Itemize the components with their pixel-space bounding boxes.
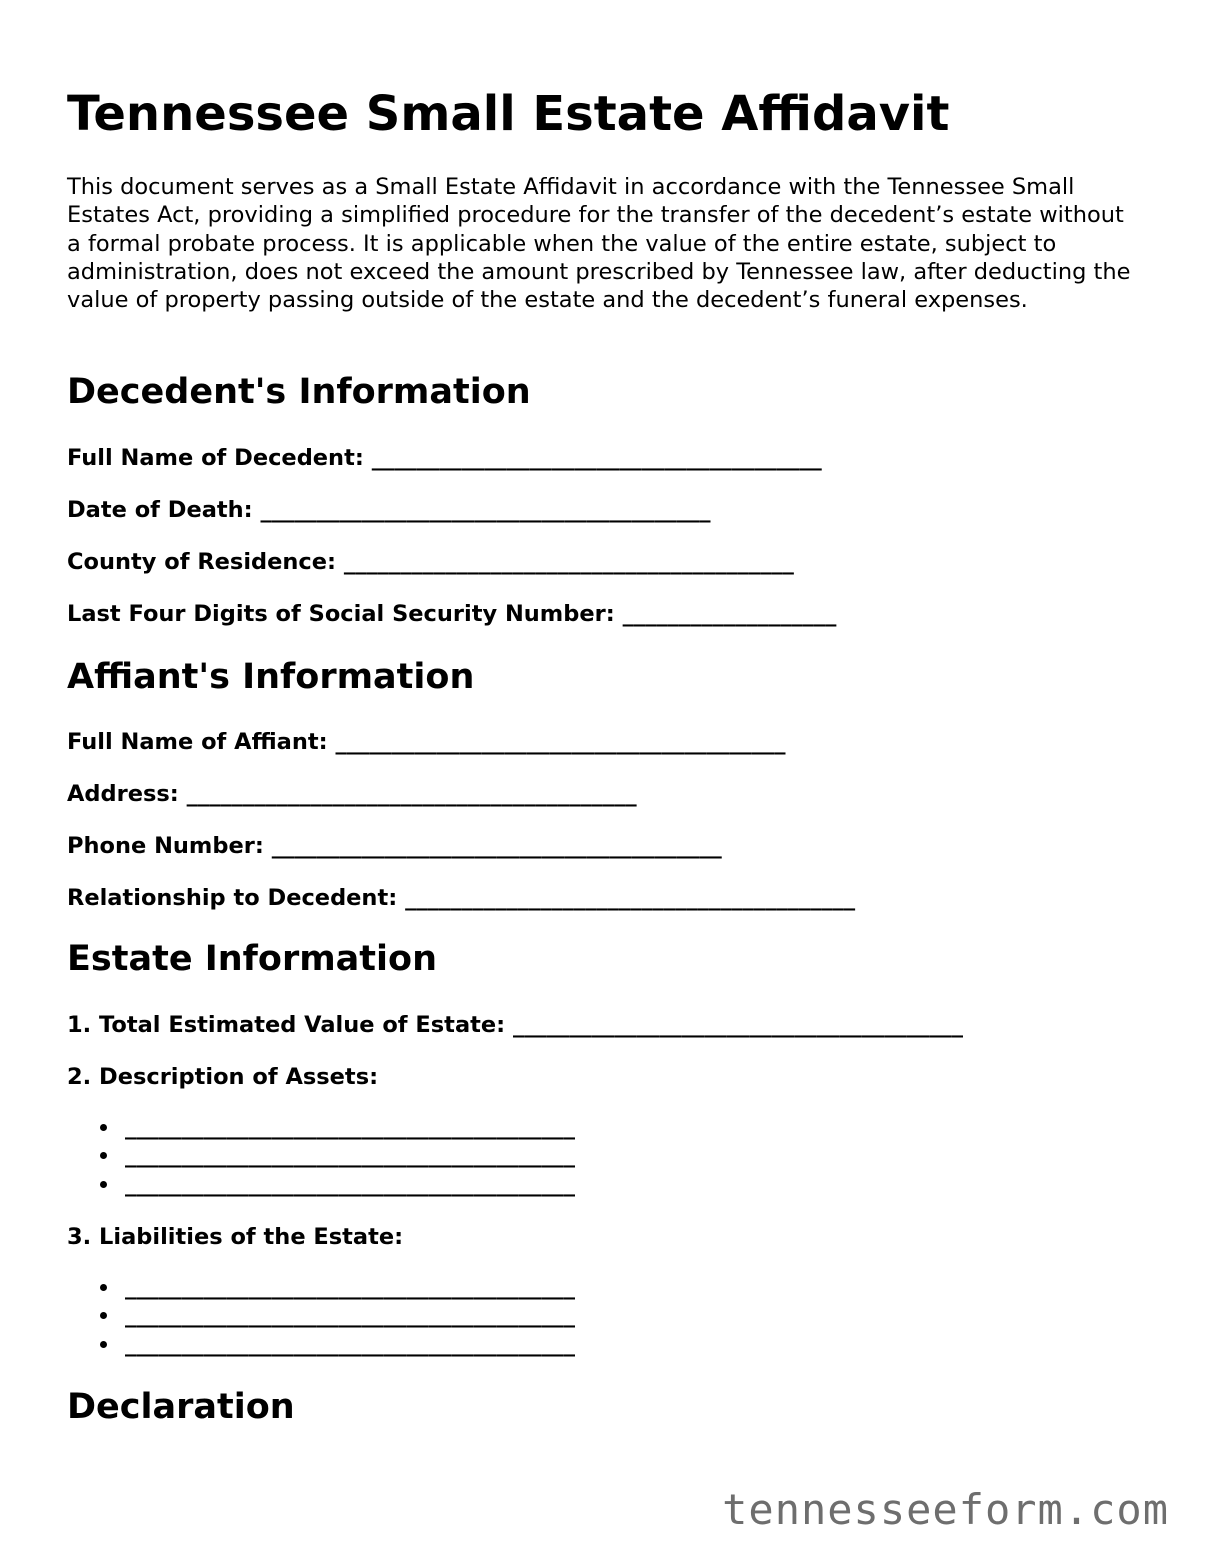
liabilities-heading: 3. Liabilities of the Estate: bbox=[67, 1224, 404, 1250]
date-of-death-field[interactable] bbox=[67, 495, 711, 525]
intro-paragraph: This document serves as a Small Estate Affidavit in accordance with the Tennessee Small Estates Act, providing a simplified procedure for the transfer of the decedent’s estate without a formal probate process. It is applicable when the value of the entire estate, subject to administration, does not exceed the amount prescribed by Tennessee law, after deducting the value of property passing outside of the estate and the decedent’s funeral expenses. bbox=[67, 174, 1131, 314]
bullet-icon bbox=[100, 1124, 107, 1131]
liability-blank[interactable]: ________________________________________ bbox=[125, 1330, 575, 1357]
liability-blank[interactable]: ________________________________________ bbox=[125, 1274, 575, 1300]
date-of-death-label: Date of Death: bbox=[67, 497, 253, 523]
ssn-field[interactable] bbox=[67, 599, 836, 629]
address-field[interactable] bbox=[67, 779, 637, 809]
watermark-text: tennesseeform.com bbox=[722, 1485, 1169, 1534]
phone-label: Phone Number: bbox=[67, 833, 264, 859]
ssn-blank[interactable]: ___________________ bbox=[622, 601, 837, 627]
decedent-heading: Decedent's Information bbox=[67, 372, 531, 412]
asset-blank[interactable]: ________________________________________ bbox=[125, 1170, 575, 1197]
bullet-icon bbox=[100, 1284, 107, 1291]
affiant-heading: Affiant's Information bbox=[67, 657, 475, 697]
address-label: Address: bbox=[67, 781, 179, 807]
bullet-icon bbox=[100, 1341, 107, 1348]
asset-blank[interactable]: ________________________________________ bbox=[125, 1142, 575, 1169]
phone-field[interactable] bbox=[67, 831, 722, 861]
affiant-name-field[interactable] bbox=[67, 727, 785, 757]
assets-heading: 2. Description of Assets: bbox=[67, 1064, 379, 1090]
decedent-name-blank[interactable]: ________________________________________ bbox=[371, 445, 822, 471]
bullet-icon bbox=[100, 1181, 107, 1188]
decedent-name-field[interactable] bbox=[67, 443, 822, 473]
phone-blank[interactable]: ________________________________________ bbox=[271, 833, 722, 859]
total-value-label: 1. Total Estimated Value of Estate: bbox=[67, 1012, 506, 1038]
affiant-name-blank[interactable]: ________________________________________ bbox=[335, 729, 786, 755]
declaration-heading: Declaration bbox=[67, 1387, 295, 1427]
address-blank[interactable]: ________________________________________ bbox=[186, 781, 637, 807]
relationship-label: Relationship to Decedent: bbox=[67, 885, 398, 911]
date-of-death-blank[interactable]: ________________________________________ bbox=[260, 497, 711, 523]
relationship-field[interactable] bbox=[67, 883, 855, 913]
county-label: County of Residence: bbox=[67, 549, 337, 575]
estate-heading: Estate Information bbox=[67, 939, 437, 979]
bullet-icon bbox=[100, 1312, 107, 1319]
decedent-name-label: Full Name of Decedent: bbox=[67, 445, 364, 471]
total-value-blank[interactable]: ________________________________________ bbox=[512, 1012, 963, 1038]
asset-blank[interactable]: ________________________________________ bbox=[125, 1114, 575, 1140]
ssn-label: Last Four Digits of Social Security Number: bbox=[67, 601, 615, 627]
document-title: Tennessee Small Estate Affidavit bbox=[67, 86, 950, 142]
liability-blank[interactable]: ________________________________________ bbox=[125, 1302, 575, 1329]
county-blank[interactable]: ________________________________________ bbox=[343, 549, 794, 575]
relationship-blank[interactable]: ________________________________________ bbox=[405, 885, 856, 911]
county-field[interactable] bbox=[67, 547, 794, 577]
total-value-field[interactable] bbox=[67, 1010, 963, 1040]
bullet-icon bbox=[100, 1152, 107, 1159]
affiant-name-label: Full Name of Affiant: bbox=[67, 729, 328, 755]
